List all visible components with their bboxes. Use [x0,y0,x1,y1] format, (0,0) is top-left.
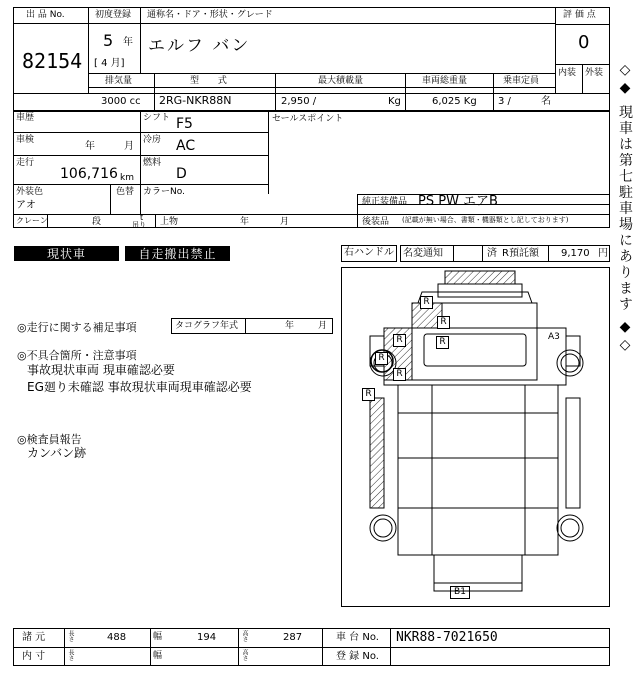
driving-notes-header: ◎走行に関する補足事項 [17,321,137,334]
displacement: 3000 cc [101,96,141,107]
crane-label: クレーン [16,216,48,225]
interior-label: 内装 [558,68,577,78]
max-load: 2,950 / [281,96,317,107]
shift: F5 [176,116,193,132]
tachograph-year: 年 [285,321,295,331]
damage-tag-r-7: R [362,388,375,401]
mileage-unit: km [120,173,134,183]
length-label: 長さ [67,630,74,642]
self-drive-prohibited-button[interactable]: 自走搬出禁止 [125,246,230,261]
gross-weight-label: 車両総重量 [422,76,468,86]
damage-diagram [341,267,610,607]
mileage: 106,716 [60,166,118,182]
sales-point-label: セールスポイント [272,114,344,124]
history-label: 車歴 [16,113,35,123]
displacement-label: 排気量 [105,76,133,86]
exterior-color: アオ [16,200,36,211]
lot-number: 82154 [22,49,83,73]
dims-label: 諸 元 [22,632,46,643]
capacity-label: 乗車定員 [503,76,540,86]
defect-line-1: 事故現状車両 現車確認必要 [27,363,175,377]
tachograph-label: タコグラフ年式 [175,321,239,331]
model-name: エルフ バン [148,36,251,56]
recycle-deposit: 9,170 [561,248,590,259]
damage-tag-r-3: R [393,334,406,347]
aftermarket-note: (記載が無い場合、書類・機器類とし記しております) [402,216,569,224]
lot-label: 出 品 No. [26,10,65,20]
recycle-label: 済 [487,248,497,259]
inspection-year: 年 [85,141,95,152]
color-change-label: 色替 [116,187,135,197]
max-load-label: 最大積載量 [318,76,364,86]
side-banner [614,62,636,412]
crane-t: t [140,213,144,222]
type: 2RG-NKR88N [159,94,232,107]
damage-tag-r-4: R [436,336,449,349]
tachograph-month: 月 [318,321,328,331]
fuel: D [176,166,187,182]
top-month: 月 [280,217,290,227]
recycle-deposit-label: R預託額 [502,248,539,259]
inspector-line-1: カンバン跡 [27,446,87,460]
fuel-label: 燃料 [143,158,162,168]
damage-tag-r-6: R [393,368,406,381]
score: 0 [578,32,590,53]
inspection-month: 月 [124,141,134,152]
inner-width-label: 幅 [153,651,163,661]
aircon: AC [176,138,196,154]
registration-label: 登 録 No. [336,651,379,662]
recycle-unit: 円 [598,248,608,259]
reg-month: [ 4 月] [94,58,125,69]
defects-header: ◎不具合箇所・注意事項 [17,349,137,362]
damage-tag-r-5: R [375,352,388,365]
inner-dims-label: 内 寸 [22,651,46,662]
damage-tag-a3: A3 [548,332,560,342]
equipment: PS PW エアB [418,194,498,209]
inspector-header: ◎検査員報告 [17,433,82,446]
chassis-label: 車 台 No. [336,632,379,643]
aftermarket-label: 後装品 [362,217,390,227]
color-code-label: カラーNo. [143,187,185,197]
capacity: 3 / [498,96,511,107]
name-change-field[interactable] [453,245,483,262]
equipment-label: 純正装備品 [362,197,408,207]
height-label: 高さ [241,630,248,642]
truck-diagram-svg [342,268,611,608]
chassis-number: NKR88-7021650 [396,630,498,645]
exterior-label: 外装 [585,68,604,78]
type-label: 型 式 [190,76,235,86]
max-load-unit: Kg [388,96,401,107]
reg-year-unit: 年 [123,37,133,48]
height: 287 [283,632,303,643]
first-reg-label: 初度登録 [95,10,132,20]
damage-tag-r-1: R [420,296,433,309]
aircon-label: 冷房 [143,135,162,145]
name-change-label: 名変通知 [403,248,443,259]
crane-unit: 段 [92,217,102,227]
damage-tag-b1: B1 [450,586,470,599]
exterior-color-label: 外装色 [16,187,44,197]
score-label: 評 価 点 [563,10,596,20]
gross-weight: 6,025 Kg [432,96,477,107]
crane-suspend: 吊り [132,221,146,229]
shift-label: シフト [143,113,171,123]
top-label: 上物 [160,217,179,227]
right-handle: 右ハンドル [344,247,394,258]
inspection-label: 車検 [16,135,35,145]
length: 488 [107,632,127,643]
reg-year-value: 5 [103,31,114,50]
model-name-label: 通称名・ドア・形状・グレード [147,10,273,20]
inner-length-label: 長さ [67,649,74,661]
mileage-label: 走行 [16,158,35,168]
inner-height-label: 高さ [241,649,248,661]
width: 194 [197,632,217,643]
side-banner-text: ◇◆ 現車は第七駐車場にあります ◆◇ [617,62,633,355]
width-label: 幅 [153,632,163,642]
top-year: 年 [240,217,250,227]
capacity-unit: 名 [541,96,551,107]
current-condition-button[interactable]: 現状車 [14,246,119,261]
defect-line-2: EG廻り未確認 事故現状車両現車確認必要 [27,380,252,394]
damage-tag-r-2: R [437,316,450,329]
